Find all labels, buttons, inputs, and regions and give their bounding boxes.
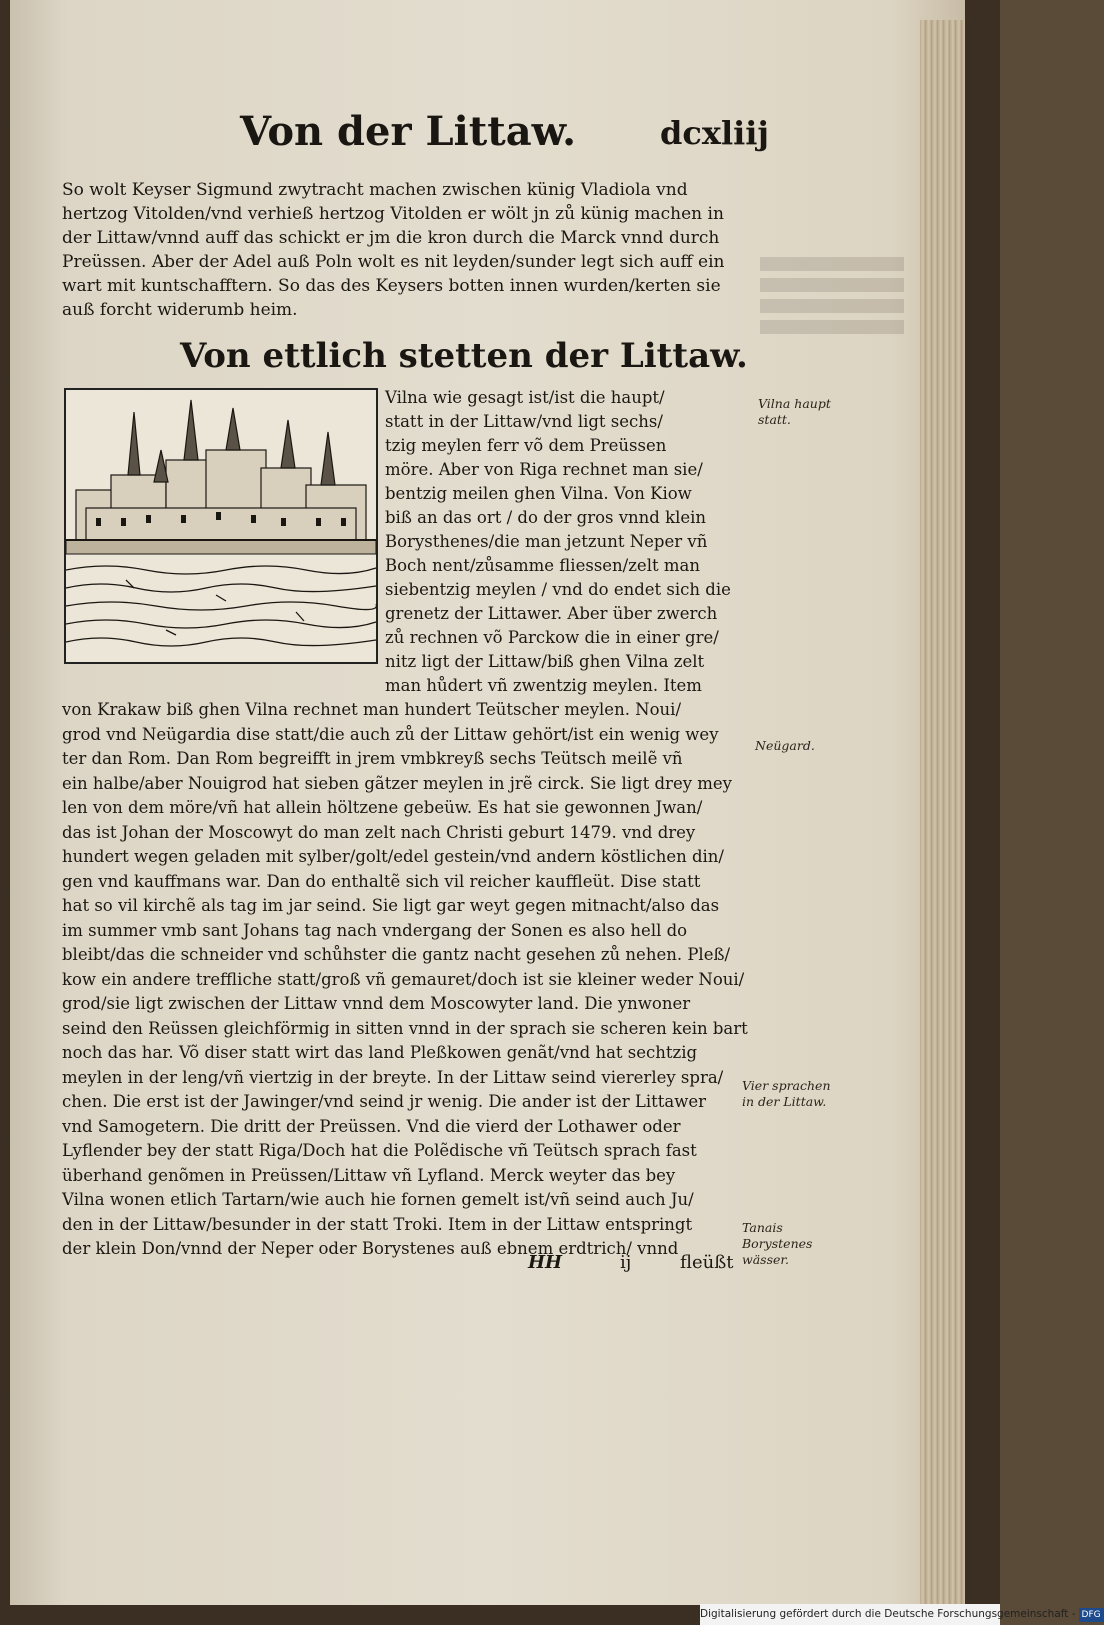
text-line: ein halbe/aber Nouigrod hat sieben gãtzer meylen in jrẽ circk. Sie ligt drey mey: [62, 773, 733, 793]
right-column: [385, 386, 745, 698]
text-line: Vilna wonen etlich Tartarn/wie auch hie fornen gemelt ist/vñ seind auch Ju/: [62, 1190, 694, 1209]
text-line: Boch nent/zůsamme fliessen/zelt man: [385, 556, 700, 575]
section-heading: Von ettlich stetten der Littaw.: [180, 336, 748, 376]
text-line: gen vnd kauffmans war. Dan do enthaltẽ sich vil reicher kauffleüt. Dise statt: [62, 871, 701, 891]
text-line: im summer vmb sant Johans tag nach vndergang der Sonen es also hell do: [62, 920, 688, 940]
text-line: Borysthenes/die man jetzunt Neper vñ: [385, 532, 708, 551]
text-line: den in der Littaw/besunder in der statt Troki. Item in der Littaw entspringt: [62, 1214, 693, 1234]
margin-note-tanais: Tanais Borystenes wässer.: [742, 1220, 813, 1267]
text-line: statt in der Littaw/vnd ligt sechs/: [385, 412, 663, 431]
text-line: siebentzig meylen / vnd do endet sich die: [385, 580, 731, 599]
text-line: kow ein andere treffliche statt/groß vñ gemauret/doch ist sie kleiner weder Noui/: [62, 969, 745, 989]
text-line: ter dan Rom. Dan Rom begreifft in jrem vmbkreyß sechs Teütsch meilẽ vñ: [62, 749, 683, 768]
woodcut-city-vilna-icon: [64, 388, 378, 664]
text-line: vnd Samogetern. Die dritt der Preüssen. Vnd die vierd der Lothawer oder: [62, 1116, 681, 1136]
text-line: der klein Don/vnnd der Neper oder Borystenes auß ebnem erdtrich/ vnnd: [62, 1239, 679, 1258]
text-line: tzig meylen ferr võ dem Preüssen: [385, 436, 667, 455]
catchword: fleüßt: [680, 1252, 734, 1273]
text-line: man hůdert vñ zwentzig meylen. Item: [385, 676, 702, 695]
text-line: Lyflender bey der statt Riga/Doch hat die Polẽdische vñ Teütsch sprach fast: [62, 1141, 697, 1160]
text-line: wart mit kuntschafftern. So das des Keysers botten innen wurden/kerten sie: [62, 276, 721, 296]
text-line: biß an das ort / do der gros vnnd klein: [385, 508, 707, 527]
margin-note-vilna: Vilna haupt statt.: [758, 396, 831, 427]
text-line: grod vnd Neügardia dise statt/die auch zů der Littaw gehört/ist ein wenig wey: [62, 724, 719, 744]
intro-paragraph: [62, 178, 752, 322]
text-line: möre. Aber von Riga rechnet man sie/: [385, 460, 703, 479]
text-line: das ist Johan der Moscowyt do man zelt nach Christi geburt 1479. vnd drey: [62, 822, 696, 842]
main-paragraph: [62, 698, 752, 1262]
text-line: bentzig meilen ghen Vilna. Von Kiow: [385, 484, 692, 503]
folio-number: dcxliij: [660, 114, 769, 152]
text-line: von Krakaw biß ghen Vilna rechnet man hundert Teütscher meylen. Noui/: [62, 700, 682, 719]
text-line: auß forcht widerumb heim.: [62, 300, 298, 320]
text-line: seind den Reüssen gleichförmig in sitten vnnd in der sprach sie scheren kein bart: [62, 1018, 748, 1038]
bleed-through-text: [760, 250, 940, 340]
text-line: überhand genõmen in Preüssen/Littaw vñ Lyfland. Merck weyter das bey: [62, 1165, 676, 1185]
text-line: nitz ligt der Littaw/biß ghen Vilna zelt: [385, 652, 705, 671]
margin-note-neugard: Neügard.: [755, 738, 815, 753]
digitization-footer: [700, 1604, 1101, 1625]
text-line: hertzog Vitolden/vnd verhieß hertzog Vitolden er wölt jn zů künig machen in: [62, 204, 724, 224]
text-line: Preüssen. Aber der Adel auß Poln wolt es nit leyden/sunder legt sich auff ein: [62, 252, 725, 272]
footer-text: Digitalisierung gefördert durch die Deutsche Forschungsgemeinschaft -: [700, 1608, 1076, 1620]
margin-note-sprachen: Vier sprachen in der Littaw.: [742, 1078, 831, 1109]
signature-leaf: ij: [620, 1252, 632, 1273]
text-line: hat so vil kirchẽ als tag im jar seind. Sie ligt gar weyt gegen mitnacht/also das: [62, 896, 720, 915]
dfg-logo-icon: DFG: [1079, 1608, 1104, 1622]
text-line: noch das har. Võ diser statt wirt das land Pleßkowen genãt/vnd hat sechtzig: [62, 1043, 698, 1062]
text-line: chen. Die erst ist der Jawinger/vnd seind jr wenig. Die ander ist der Littawer: [62, 1092, 707, 1111]
text-line: len von dem möre/vñ hat allein höltzene gebeüw. Es hat sie gewonnen Jwan/: [62, 798, 703, 817]
text-line: hundert wegen geladen mit sylber/golt/edel gestein/vnd andern köstlichen din/: [62, 847, 724, 866]
text-line: zů rechnen võ Parckow die in einer gre/: [385, 628, 719, 647]
running-head-title: Von der Littaw.: [240, 108, 576, 155]
text-line: So wolt Keyser Sigmund zwytracht machen zwischen künig Vladiola vnd: [62, 180, 688, 200]
running-header: [240, 108, 769, 168]
text-line: bleibt/das die schneider vnd schůhster die gantz nacht gesehen zů nehen. Pleß/: [62, 945, 731, 964]
text-line: grod/sie ligt zwischen der Littaw vnnd dem Moscowyter land. Die ynwoner: [62, 994, 691, 1013]
signature-mark: HH: [528, 1252, 563, 1273]
text-line: Vilna wie gesagt ist/ist die haupt/: [385, 388, 665, 407]
text-line: meylen in der leng/vñ viertzig in der breyte. In der Littaw seind viererley spra/: [62, 1067, 724, 1087]
text-line: grenetz der Littawer. Aber über zwerch: [385, 604, 718, 623]
text-line: der Littaw/vnnd auff das schickt er jm die kron durch die Marck vnnd durch: [62, 228, 720, 248]
